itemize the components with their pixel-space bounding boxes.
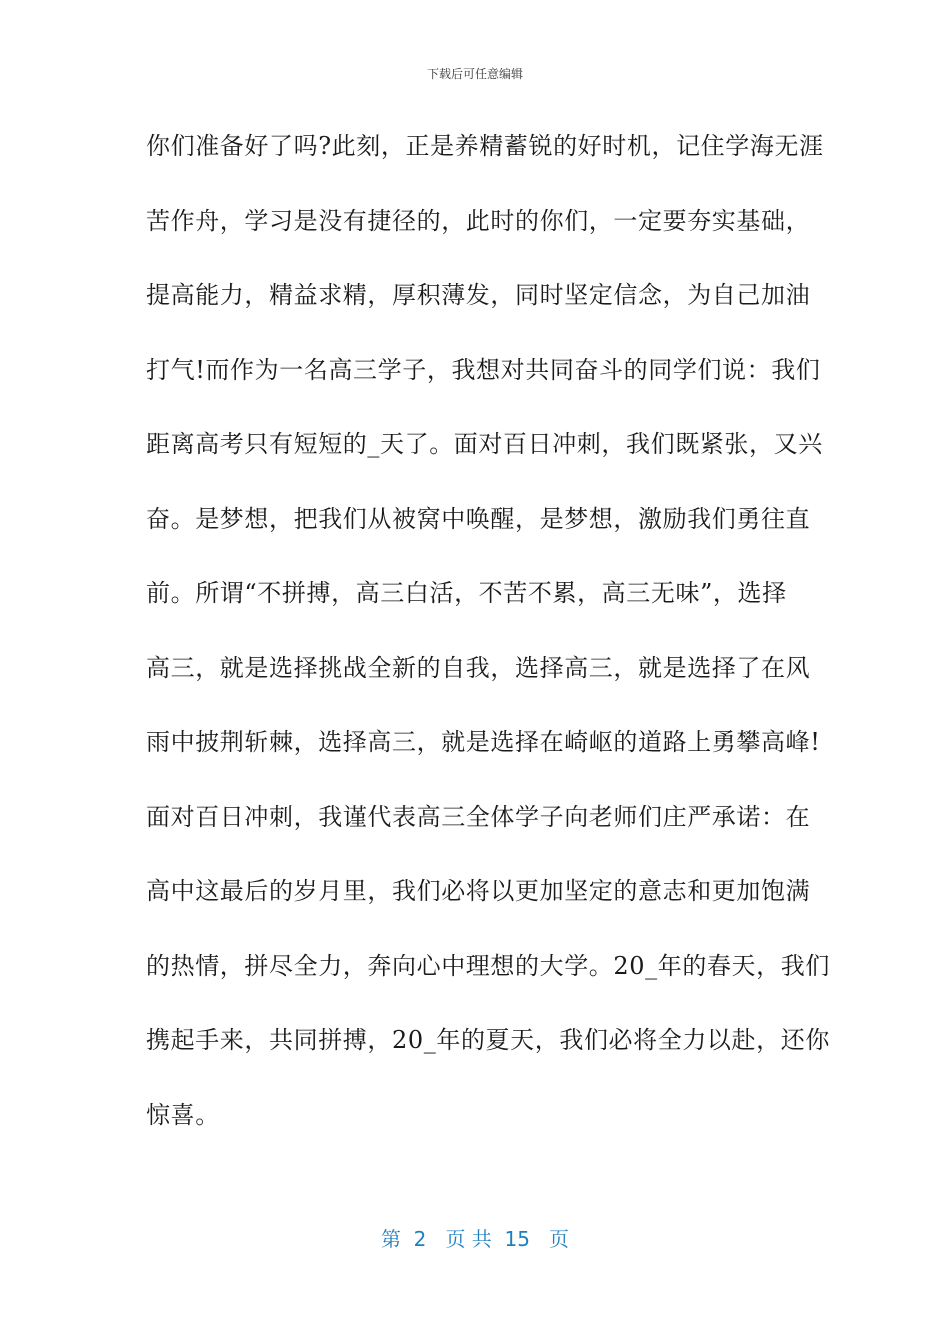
page-header: 下载后可任意编辑 (426, 67, 523, 81)
text-line-2: 苦作舟，学习是没有捷径的，此时的你们，一定要夯实基础， (146, 206, 811, 235)
body-text (146, 124, 830, 1167)
text-line-7: 前。所谓“不拼搏，高三白活，不苦不累，高三无味”，选择 (146, 579, 787, 607)
text-line-5: 距离高考只有短短的_天了。面对百日冲刺，我们既紧张，又兴 (146, 430, 823, 458)
text-line-3: 提高能力，精益求精，厚积薄发，同时坚定信念，为自己加油 (146, 281, 811, 309)
text-line-14: 惊喜。 (146, 1100, 220, 1129)
text-line-12: 的热情，拼尽全力，奔向心中理想的大学。20_年的春天，我们 (146, 951, 830, 980)
text-line-11: 高中这最后的岁月里，我们必将以更加坚定的意志和更加饱满 (146, 877, 811, 905)
text-line-1: 你们准备好了吗?此刻，正是养精蓄锐的好时机，记住学海无涯 (146, 132, 824, 160)
text-line-4: 打气!而作为一名高三学子，我想对共同奋斗的同学们说：我们 (146, 355, 821, 384)
text-line-8: 高三，就是选择挑战全新的自我，选择高三，就是选择了在风 (146, 653, 811, 682)
page-number-footer: 第 2 页 共 15 页 (380, 1227, 570, 1251)
text-line-9: 雨中披荆斩棘，选择高三，就是选择在崎岖的道路上勇攀高峰! (146, 728, 821, 756)
text-line-6: 奋。是梦想，把我们从被窝中唤醒，是梦想，激励我们勇往直 (146, 504, 811, 533)
text-line-13: 携起手来，共同拼搏，20_年的夏天，我们必将全力以赴，还你 (146, 1026, 830, 1054)
text-line-10: 面对百日冲刺，我谨代表高三全体学子向老师们庄严承诺：在 (146, 802, 811, 831)
